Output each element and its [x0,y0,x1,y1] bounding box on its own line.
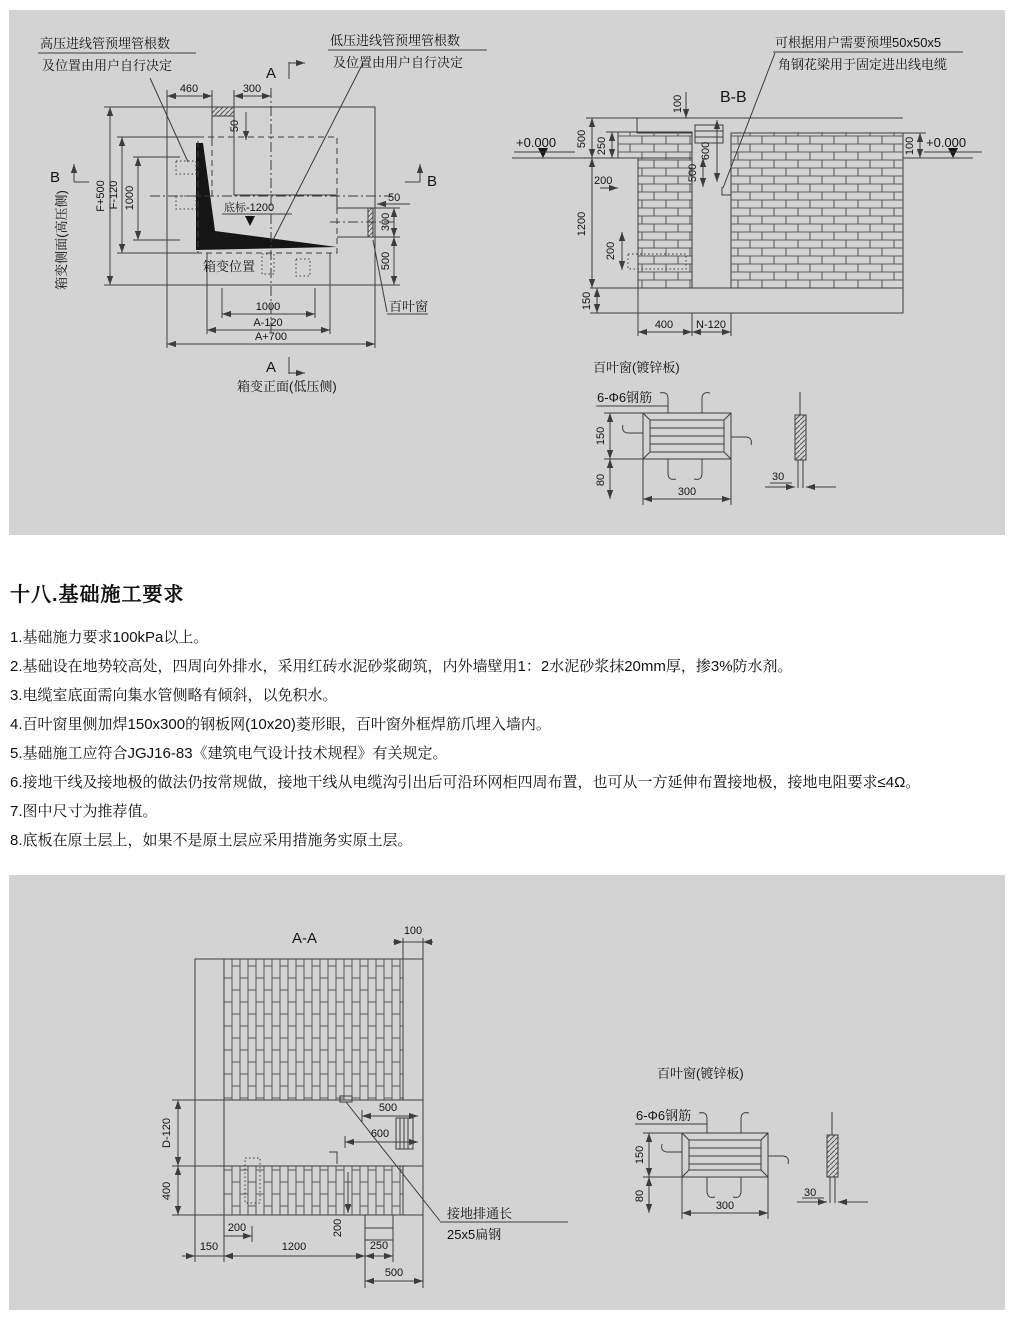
louver2-title: 百叶窗(镀锌板) [657,1066,744,1081]
aa-dim-200-bottom: 200 [227,1222,247,1234]
dim-f120: F-120 [108,180,120,210]
dim-f500: F+500 [95,180,107,212]
aa-dim-500-bottom: 500 [384,1267,404,1279]
section-aa-drawing [172,938,568,1288]
louver-detail-texts-2 [634,1066,816,1212]
dim-1000-bottom: 1000 [255,301,281,313]
note-line-5: 5.基础施工应符合JGJ16-83《建筑电气设计技术规程》有关规定。 [10,745,448,762]
bb-callout-line1: 可根据用户需要预埋50x50x5 [775,35,942,50]
dim-600-pit: 600 [700,141,712,161]
notes-section [10,578,1008,855]
note-line-4: 4.百叶窗里侧加焊150x300的钢板网(10x20)菱形眼，百叶窗外框焊筋爪埋入墙内。 [10,716,551,733]
louver-title: 百叶窗(镀锌板) [593,360,680,375]
bb-callout-line2: 角钢花梁用于固定进出线电缆 [778,57,948,72]
callout-lv-line2: 及位置由用户自行决定 [333,55,464,70]
notes-heading: 十八.基础施工要求 [10,584,185,606]
ground-callout-line2: 25x5扁钢 [447,1227,502,1242]
note-line-7: 7.图中尺寸为推荐值。 [10,803,158,820]
ground-callout-line1: 接地排通长 [447,1206,513,1221]
top-drawing-panel [9,10,1005,535]
top-drawing-svg [9,10,1005,535]
angle-steel-bracket [722,187,731,195]
section-mark-a-top: A [266,65,277,82]
label-transformer-position: 箱变位置 [203,259,256,274]
sump-notch [365,1215,393,1240]
dim-200-pipe: 200 [605,241,617,261]
dim-100-right: 100 [904,136,916,156]
dim-1200: 1200 [576,211,588,237]
louver-dim-80: 80 [595,473,607,487]
louver-dim-300: 300 [677,486,697,498]
louver2-dim-30: 30 [804,1187,817,1199]
dim-500-left: 500 [576,129,588,149]
louver2-dim-80: 80 [634,1189,646,1203]
louver-detail-drawing-2 [635,1112,868,1219]
label-louver: 百叶窗 [389,299,429,314]
aa-dim-d120: D-120 [161,1118,173,1148]
aa-dim-400: 400 [161,1181,173,1201]
aa-dim-150: 150 [199,1241,219,1253]
louver-detail-texts [593,360,784,498]
note-line-3: 3.电缆室底面需向集水管侧略有倾斜，以免积水。 [10,687,338,704]
callout-lv-line1: 低压进线管预埋管根数 [330,33,461,48]
louver-side-view [795,415,806,460]
louver-rebar-label: 6-Φ6钢筋 [597,390,653,405]
louver-detail-drawing [596,392,836,505]
bb-title: B-B [720,89,747,106]
section-mark-b-right: B [427,173,438,190]
aa-dim-200-vert: 200 [332,1218,344,1238]
aa-dim-600-inner: 600 [370,1128,390,1140]
rebar-hooks-2 [662,1113,789,1198]
louver-side-view-2 [827,1135,838,1177]
dim-200-ledge: 200 [594,175,613,187]
note-line-2: 2.基础设在地势较高处，四周向外排水，采用红砖水泥砂浆砌筑，内外墙壁用1：2水泥砂浆抹20mm厚，掺3%防水剂。 [10,658,793,675]
dim-300-right: 300 [380,212,392,232]
louver2-rebar-label: 6-Φ6钢筋 [636,1108,692,1123]
bottom-drawing-svg [9,875,1005,1310]
note-line-8: 8.底板在原土层上，如果不是原土层应采用措施务实原土层。 [10,832,413,849]
dim-250: 250 [596,136,608,156]
callout-hv-line1: 高压进线管预埋管根数 [40,36,171,51]
dim-500-pit: 500 [687,163,699,183]
aa-dim-100: 100 [403,925,423,937]
dim-1000-left: 1000 [124,185,136,211]
callout-hv-line2: 及位置由用户自行决定 [42,58,173,73]
louver2-dim-300: 300 [715,1200,735,1212]
dim-a700: A+700 [254,331,288,343]
label-front-lv: 箱变正面(低压侧) [237,379,337,394]
angle-steel-beam [695,125,723,143]
dim-500-right: 500 [380,251,392,271]
dim-460: 460 [179,83,199,95]
louver2-dim-150: 150 [634,1145,646,1165]
dim-a120: A-120 [253,317,283,329]
ground-bar-symbol [329,1152,337,1164]
dim-300-top: 300 [242,83,262,95]
level-left: +0.000 [516,135,557,150]
dim-100-top: 100 [672,94,684,114]
dim-50-right: 50 [388,192,401,204]
dim-50-top: 50 [229,119,241,133]
louver-dim-150: 150 [595,426,607,446]
note-line-1: 1.基础施力要求100kPa以上。 [10,629,209,646]
dim-400: 400 [654,319,674,331]
dim-150: 150 [581,291,593,311]
section-mark-a-bottom: A [266,359,277,376]
label-side-hv: 箱变侧面(高压侧) [54,190,69,290]
plan-view-texts [40,33,463,394]
note-line-6: 6.接地干线及接地极的做法仍按常规做，接地干线从电缆沟引出后可沿环网柜四周布置，也可从一方延伸布置接地极，接地电阻要求≤4Ω。 [10,774,921,791]
bottom-drawing-panel [9,875,1005,1310]
aa-title: A-A [292,930,318,947]
section-mark-b-left: B [50,169,61,186]
aa-dim-500-inner: 500 [378,1102,398,1114]
dim-n120: N-120 [696,319,726,331]
aa-dim-1200: 1200 [281,1241,307,1253]
level-right: +0.000 [926,135,967,150]
aa-dim-250: 250 [369,1240,389,1252]
label-bottom-level: 底标-1200 [224,202,275,214]
louver-dim-30: 30 [772,471,785,483]
